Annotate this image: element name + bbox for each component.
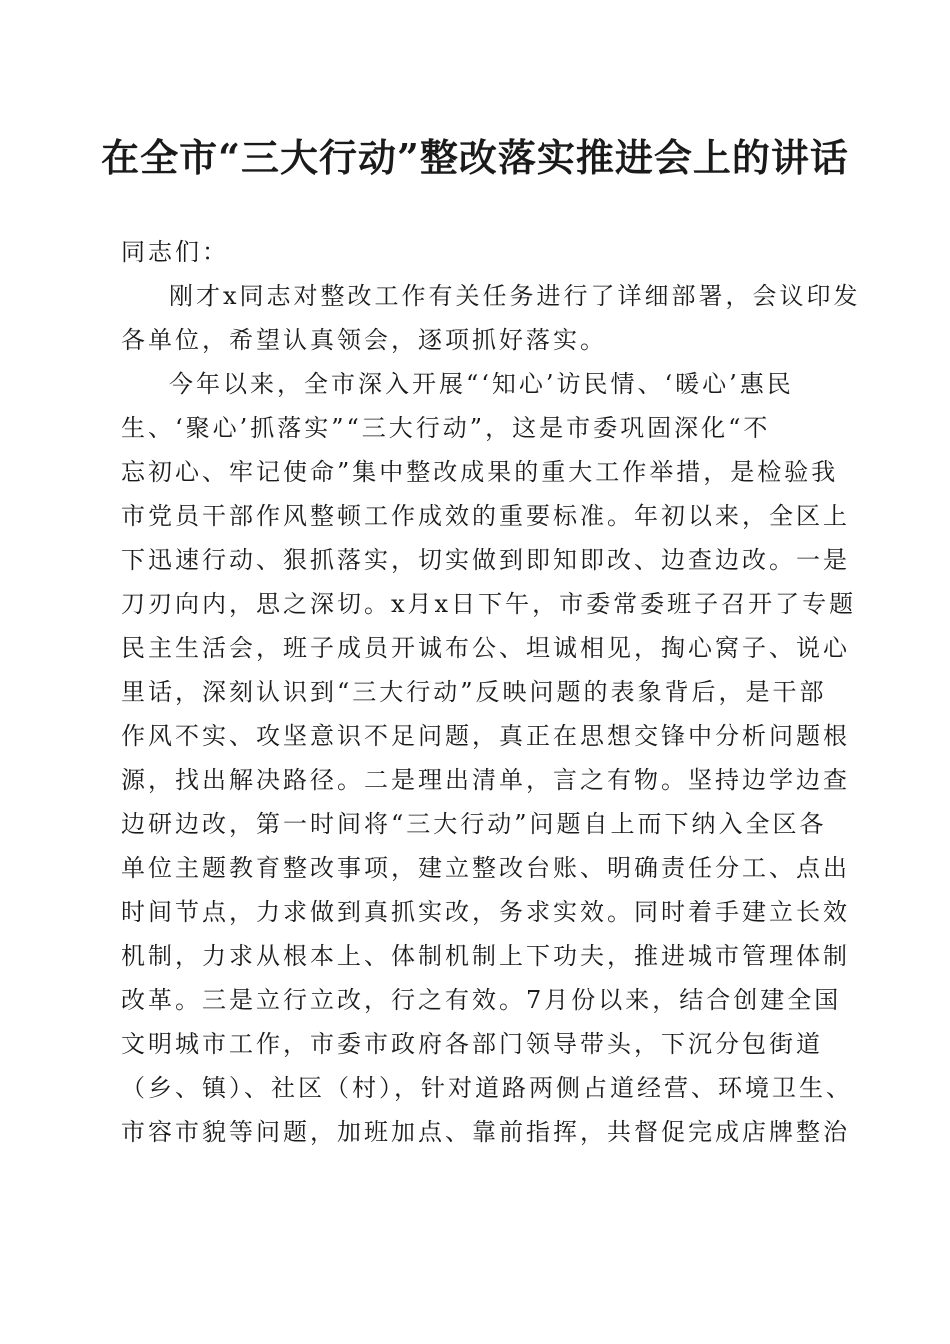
paragraph-line: 刀刃向内，思之深切。x月x日下午，市委常委班子召开了专题 [121,590,857,618]
paragraph-line: 今年以来，全市深入开展“‘知心’访民情、‘暖心’惠民 [169,370,794,398]
paragraph-line: 民主生活会，班子成员开诚布公、坦诚相见，掏心窝子、说心 [121,634,850,662]
paragraph-line: （乡、镇）、社区（村），针对道路两侧占道经营、环境卫生、 [121,1074,853,1102]
paragraph-line: 机制，力求从根本上、体制机制上下功夫，推进城市管理体制 [121,942,850,970]
paragraph-line: 时间节点，力求做到真抓实改，务求实效。同时着手建立长效 [121,898,850,926]
paragraph-line: 边研边改，第一时间将“三大行动”问题自上而下纳入全区各 [121,810,827,838]
paragraph-line: 市容市貌等问题，加班加点、靠前指挥，共督促完成店牌整治 [121,1118,850,1146]
paragraph-2 [121,362,857,1154]
paragraph-line: 里话，深刻认识到“三大行动”反映问题的表象背后，是干部 [121,678,827,706]
paragraph-line: 改革。三是立行立改，行之有效。7月份以来，结合创建全国 [121,986,842,1014]
paragraph-line: 作风不实、攻坚意识不足问题，真正在思想交锋中分析问题根 [121,722,850,750]
paragraph-1 [121,274,861,362]
paragraph-line: 源，找出解决路径。二是理出清单，言之有物。坚持边学边查 [121,766,850,794]
greeting: 同志们： [121,238,229,266]
paragraph-line: 生、‘聚心’抓落实”“三大行动”，这是市委巩固深化“不 [121,414,771,442]
paragraph-line: 各单位，希望认真领会，逐项抓好落实。 [121,326,607,354]
document-body [121,230,861,1154]
paragraph-line: 下迅速行动、狠抓落实，切实做到即知即改、边查边改。一是 [121,546,850,574]
paragraph-line: 刚才x同志对整改工作有关任务进行了详细部署，会议印发 [169,282,861,310]
paragraph-line: 单位主题教育整改事项，建立整改台账、明确责任分工、点出 [121,854,850,882]
paragraph-line: 市党员干部作风整顿工作成效的重要标准。年初以来，全区上 [121,502,850,530]
document-title: 在全市“三大行动”整改落实推进会上的讲话 [101,135,849,180]
paragraph-line: 忘初心、牢记使命”集中整改成果的重大工作举措，是检验我 [121,458,839,486]
paragraph-line: 文明城市工作，市委市政府各部门领导带头，下沉分包街道 [121,1030,823,1058]
